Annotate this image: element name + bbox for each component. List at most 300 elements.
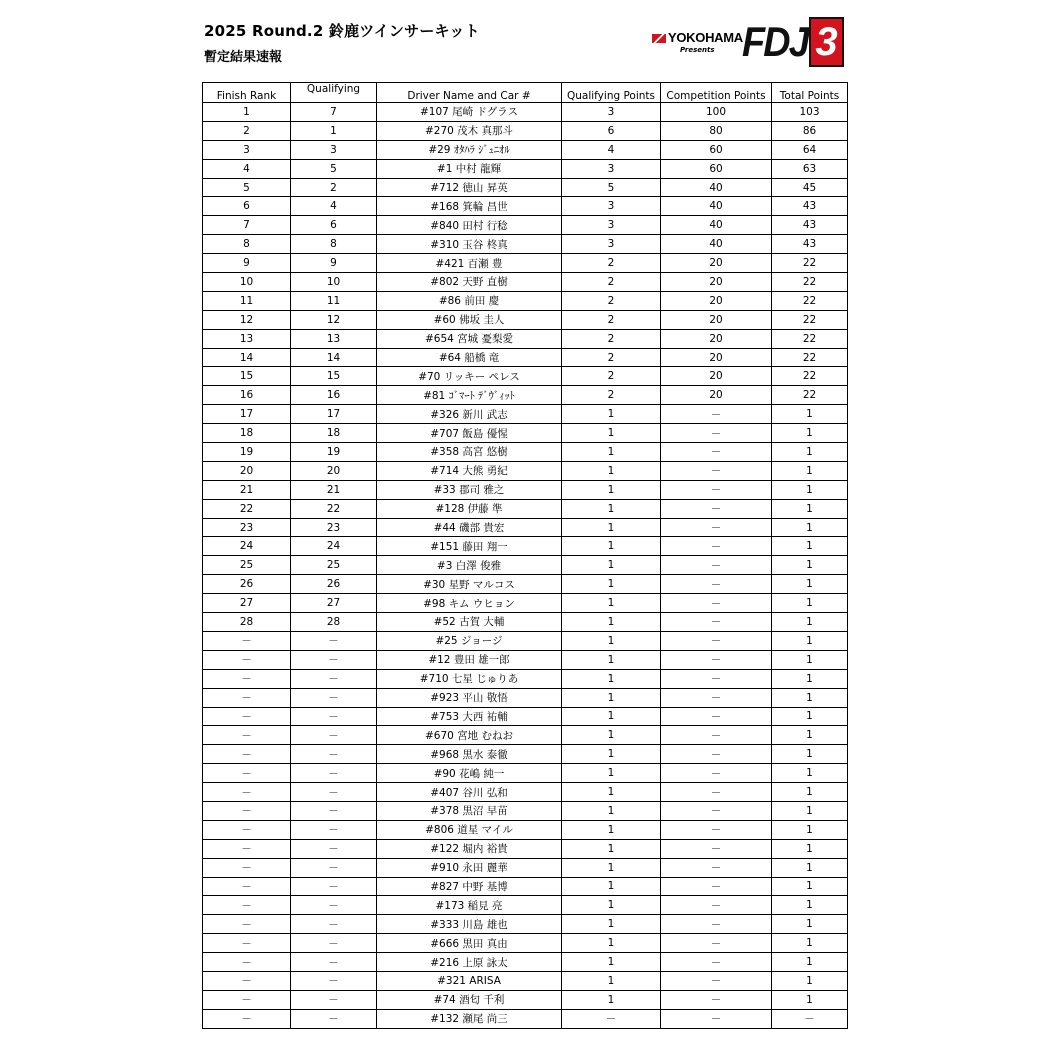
driver-cell: #132 瀬尾 尚三 [377,1009,562,1028]
qualifying-points-cell: 1 [562,877,661,896]
total-points-cell: 43 [772,216,848,235]
driver-cell: #654 宮城 憂梨愛 [377,329,562,348]
driver-cell: #666 黒田 真由 [377,934,562,953]
fdj-logo [742,18,844,66]
total-points-cell: 1 [772,575,848,594]
qualifying-cell: － [291,726,377,745]
qualifying-points-cell: 1 [562,707,661,726]
total-points-cell: 1 [772,745,848,764]
finish-rank-cell: 10 [203,273,291,292]
qualifying-cell: － [291,877,377,896]
table-row [203,405,848,424]
finish-rank-cell: 11 [203,291,291,310]
qualifying-cell: 10 [291,273,377,292]
driver-cell: #802 天野 直樹 [377,273,562,292]
total-points-cell: 1 [772,613,848,632]
qualifying-points-cell: 3 [562,103,661,122]
table-row [203,971,848,990]
finish-rank-cell: － [203,971,291,990]
qualifying-cell: 11 [291,291,377,310]
finish-rank-cell: 21 [203,480,291,499]
qualifying-cell: － [291,688,377,707]
driver-cell: #30 星野 マルコス [377,575,562,594]
logo-area [650,18,842,70]
qualifying-cell: 19 [291,443,377,462]
table-row [203,386,848,405]
finish-rank-cell: 1 [203,103,291,122]
finish-rank-cell: － [203,858,291,877]
qualifying-cell: 22 [291,499,377,518]
competition-points-cell: － [661,839,772,858]
finish-rank-cell: 7 [203,216,291,235]
total-points-cell: 1 [772,461,848,480]
total-points-cell: 1 [772,405,848,424]
table-row [203,820,848,839]
driver-cell: #358 高宮 悠樹 [377,443,562,462]
total-points-cell: 1 [772,594,848,613]
qualifying-cell: 6 [291,216,377,235]
driver-cell: #107 尾崎 ドグラス [377,103,562,122]
competition-points-cell: 40 [661,216,772,235]
competition-points-cell: － [661,424,772,443]
driver-cell: #151 藤田 翔一 [377,537,562,556]
finish-rank-cell: － [203,1009,291,1028]
finish-rank-cell: － [203,934,291,953]
driver-cell: #33 郡司 雅之 [377,480,562,499]
qualifying-points-cell: 1 [562,518,661,537]
total-points-cell: 1 [772,915,848,934]
qualifying-cell: － [291,745,377,764]
qualifying-cell: － [291,764,377,783]
table-row [203,216,848,235]
table-row [203,291,848,310]
qualifying-points-cell: 2 [562,310,661,329]
competition-points-cell: － [661,594,772,613]
competition-points-cell: － [661,613,772,632]
table-row [203,915,848,934]
finish-rank-cell: 12 [203,310,291,329]
table-row [203,953,848,972]
total-points-cell: 64 [772,140,848,159]
qualifying-cell: － [291,820,377,839]
table-row [203,329,848,348]
qualifying-cell: 23 [291,518,377,537]
table-row [203,461,848,480]
total-points-cell: 43 [772,197,848,216]
qualifying-cell: － [291,1009,377,1028]
competition-points-cell: 20 [661,348,772,367]
yokohama-logo [652,30,743,45]
driver-cell: #333 川島 雄也 [377,915,562,934]
finish-rank-cell: 8 [203,235,291,254]
qualifying-cell: － [291,934,377,953]
total-points-cell: 1 [772,707,848,726]
table-row [203,518,848,537]
finish-rank-cell: 15 [203,367,291,386]
finish-rank-cell: 26 [203,575,291,594]
table-row [203,254,848,273]
competition-points-cell: － [661,783,772,802]
driver-cell: #64 船橋 竜 [377,348,562,367]
qualifying-cell: 17 [291,405,377,424]
table-row [203,424,848,443]
total-points-cell: 1 [772,839,848,858]
qualifying-points-cell: 1 [562,424,661,443]
table-row [203,688,848,707]
driver-cell: #421 百瀬 豊 [377,254,562,273]
qualifying-points-cell: 1 [562,934,661,953]
driver-cell: #29 ｵﾀﾊﾗ ｼﾞｭﾆｵﾙ [377,140,562,159]
table-row [203,367,848,386]
qualifying-points-cell: 3 [562,216,661,235]
driver-cell: #840 田村 行稔 [377,216,562,235]
total-points-cell: 1 [772,537,848,556]
competition-points-cell: － [661,953,772,972]
qualifying-points-cell: － [562,1009,661,1028]
col-driver: Driver Name and Car # [377,83,562,103]
total-points-cell: 1 [772,518,848,537]
table-row [203,480,848,499]
qualifying-points-cell: 1 [562,537,661,556]
total-points-cell: 1 [772,801,848,820]
qualifying-cell: 13 [291,329,377,348]
competition-points-cell: － [661,1009,772,1028]
qualifying-cell: 18 [291,424,377,443]
qualifying-points-cell: 1 [562,801,661,820]
driver-cell: #60 佛坂 圭人 [377,310,562,329]
driver-cell: #90 花嶋 純一 [377,764,562,783]
qualifying-cell: － [291,839,377,858]
qualifying-points-cell: 1 [562,594,661,613]
table-row [203,235,848,254]
qualifying-cell: － [291,650,377,669]
finish-rank-cell: － [203,764,291,783]
competition-points-cell: 20 [661,367,772,386]
qualifying-points-cell: 2 [562,254,661,273]
finish-rank-cell: 5 [203,178,291,197]
total-points-cell: 1 [772,480,848,499]
total-points-cell: 22 [772,329,848,348]
qualifying-points-cell: 1 [562,990,661,1009]
competition-points-cell: － [661,631,772,650]
total-points-cell: 43 [772,235,848,254]
qualifying-cell: 1 [291,121,377,140]
total-points-cell: 1 [772,499,848,518]
competition-points-cell: 20 [661,254,772,273]
qualifying-points-cell: 6 [562,121,661,140]
total-points-cell: 1 [772,990,848,1009]
qualifying-cell: 24 [291,537,377,556]
qualifying-points-cell: 1 [562,971,661,990]
table-row [203,348,848,367]
total-points-cell: 103 [772,103,848,122]
table-row [203,858,848,877]
competition-points-cell: 20 [661,386,772,405]
table-row [203,159,848,178]
table-row [203,140,848,159]
qualifying-points-cell: 1 [562,499,661,518]
qualifying-points-cell: 2 [562,273,661,292]
total-points-cell: 1 [772,783,848,802]
total-points-cell: 22 [772,310,848,329]
driver-cell: #270 茂木 真那斗 [377,121,562,140]
page-subtitle: 暫定結果速報 [204,50,283,65]
competition-points-cell: 20 [661,273,772,292]
finish-rank-cell: － [203,669,291,688]
driver-cell: #128 伊藤 準 [377,499,562,518]
table-row [203,575,848,594]
finish-rank-cell: 24 [203,537,291,556]
presents-label: Presents [680,46,715,54]
driver-cell: #12 豊田 雄一郎 [377,650,562,669]
driver-cell: #310 玉谷 柊真 [377,235,562,254]
driver-cell: #712 徳山 昇英 [377,178,562,197]
qualifying-points-cell: 1 [562,650,661,669]
competition-points-cell: － [661,575,772,594]
qualifying-cell: － [291,990,377,1009]
total-points-cell: 1 [772,669,848,688]
driver-cell: #923 平山 敬悟 [377,688,562,707]
total-points-cell: 1 [772,764,848,783]
table-row [203,801,848,820]
qualifying-points-cell: 1 [562,556,661,575]
table-row [203,764,848,783]
total-points-cell: 22 [772,386,848,405]
qualifying-cell: 3 [291,140,377,159]
total-points-cell: 1 [772,820,848,839]
competition-points-cell: 40 [661,235,772,254]
finish-rank-cell: － [203,745,291,764]
qualifying-points-cell: 1 [562,858,661,877]
qualifying-cell: 14 [291,348,377,367]
competition-points-cell: － [661,915,772,934]
table-row [203,443,848,462]
driver-cell: #968 黒水 泰徹 [377,745,562,764]
total-points-cell: 1 [772,858,848,877]
finish-rank-cell: 22 [203,499,291,518]
total-points-cell: 1 [772,631,848,650]
finish-rank-cell: － [203,783,291,802]
total-points-cell: 1 [772,896,848,915]
competition-points-cell: － [661,990,772,1009]
total-points-cell: － [772,1009,848,1028]
competition-points-cell: － [661,650,772,669]
competition-points-cell: 100 [661,103,772,122]
competition-points-cell: 40 [661,178,772,197]
finish-rank-cell: 6 [203,197,291,216]
finish-rank-cell: 23 [203,518,291,537]
qualifying-cell: 28 [291,613,377,632]
table-row [203,707,848,726]
qualifying-points-cell: 1 [562,839,661,858]
driver-cell: #74 酒匂 千利 [377,990,562,1009]
driver-cell: #710 七星 じゅりあ [377,669,562,688]
qualifying-points-cell: 5 [562,178,661,197]
competition-points-cell: － [661,745,772,764]
table-row [203,896,848,915]
total-points-cell: 1 [772,556,848,575]
qualifying-points-cell: 2 [562,348,661,367]
results-table [202,82,848,1029]
driver-cell: #98 キム ウヒョン [377,594,562,613]
yokohama-mark-icon [652,34,666,43]
qualifying-points-cell: 3 [562,235,661,254]
table-row [203,499,848,518]
qualifying-cell: 20 [291,461,377,480]
qualifying-points-cell: 3 [562,159,661,178]
driver-cell: #70 リッキー ペレス [377,367,562,386]
driver-cell: #81 ｺﾞﾏｰﾄ ﾃﾞｳﾞｨｯﾄ [377,386,562,405]
driver-cell: #173 稲見 亮 [377,896,562,915]
qualifying-cell: － [291,669,377,688]
qualifying-cell: 4 [291,197,377,216]
total-points-cell: 1 [772,953,848,972]
qualifying-cell: － [291,896,377,915]
total-points-cell: 1 [772,877,848,896]
qualifying-cell: － [291,858,377,877]
total-points-cell: 1 [772,726,848,745]
total-points-cell: 1 [772,424,848,443]
qualifying-cell: 12 [291,310,377,329]
qualifying-cell: 21 [291,480,377,499]
driver-cell: #670 宮地 むねお [377,726,562,745]
finish-rank-cell: 14 [203,348,291,367]
total-points-cell: 1 [772,971,848,990]
table-row [203,103,848,122]
qualifying-cell: 27 [291,594,377,613]
qualifying-cell: － [291,631,377,650]
driver-cell: #827 中野 基博 [377,877,562,896]
finish-rank-cell: 16 [203,386,291,405]
qualifying-points-cell: 1 [562,764,661,783]
driver-cell: #25 ジョージ [377,631,562,650]
table-row [203,556,848,575]
qualifying-points-cell: 1 [562,745,661,764]
qualifying-points-cell: 2 [562,367,661,386]
qualifying-cell: － [291,971,377,990]
competition-points-cell: － [661,707,772,726]
driver-cell: #3 白澤 俊雅 [377,556,562,575]
table-row [203,631,848,650]
finish-rank-cell: － [203,896,291,915]
col-finish-rank: Finish Rank [203,83,291,103]
qualifying-points-cell: 2 [562,386,661,405]
competition-points-cell: － [661,556,772,575]
finish-rank-cell: － [203,801,291,820]
finish-rank-cell: 4 [203,159,291,178]
table-row [203,726,848,745]
competition-points-cell: － [661,688,772,707]
finish-rank-cell: 25 [203,556,291,575]
driver-cell: #806 道星 マイル [377,820,562,839]
finish-rank-cell: 18 [203,424,291,443]
qualifying-cell: 7 [291,103,377,122]
qualifying-points-cell: 1 [562,915,661,934]
total-points-cell: 22 [772,291,848,310]
qualifying-points-cell: 1 [562,896,661,915]
qualifying-points-cell: 1 [562,480,661,499]
driver-cell: #910 永田 麗華 [377,858,562,877]
qualifying-cell: 2 [291,178,377,197]
table-row [203,877,848,896]
finish-rank-cell: － [203,650,291,669]
total-points-cell: 22 [772,367,848,386]
table-row [203,273,848,292]
qualifying-points-cell: 2 [562,291,661,310]
total-points-cell: 22 [772,348,848,367]
driver-cell: #1 中村 龍輝 [377,159,562,178]
col-competition-points: Competition Points [661,83,772,103]
table-row [203,537,848,556]
qualifying-cell: 16 [291,386,377,405]
col-total-points: Total Points [772,83,848,103]
qualifying-points-cell: 4 [562,140,661,159]
finish-rank-cell: 27 [203,594,291,613]
driver-cell: #326 新川 武志 [377,405,562,424]
series-number: 3 [809,17,843,67]
finish-rank-cell: － [203,953,291,972]
finish-rank-cell: 19 [203,443,291,462]
table-header-row [203,83,848,103]
table-row [203,613,848,632]
finish-rank-cell: － [203,688,291,707]
table-row [203,650,848,669]
finish-rank-cell: 2 [203,121,291,140]
finish-rank-cell: 3 [203,140,291,159]
finish-rank-cell: 9 [203,254,291,273]
competition-points-cell: － [661,405,772,424]
qualifying-cell: 9 [291,254,377,273]
qualifying-cell: － [291,707,377,726]
table-row [203,1009,848,1028]
table-row [203,934,848,953]
competition-points-cell: 20 [661,310,772,329]
qualifying-cell: － [291,915,377,934]
competition-points-cell: 20 [661,329,772,348]
competition-points-cell: 80 [661,121,772,140]
qualifying-points-cell: 1 [562,613,661,632]
qualifying-cell: 5 [291,159,377,178]
competition-points-cell: － [661,518,772,537]
competition-points-cell: 60 [661,140,772,159]
driver-cell: #44 磯部 貴宏 [377,518,562,537]
finish-rank-cell: － [203,839,291,858]
col-qualifying: Qualifying [291,83,377,103]
competition-points-cell: － [661,461,772,480]
qualifying-points-cell: 1 [562,953,661,972]
sponsor-name: YOKOHAMA [668,30,743,45]
finish-rank-cell: － [203,726,291,745]
qualifying-points-cell: 1 [562,575,661,594]
driver-cell: #122 堀内 裕貴 [377,839,562,858]
total-points-cell: 1 [772,443,848,462]
table-row [203,310,848,329]
driver-cell: #378 黒沼 早苗 [377,801,562,820]
table-row [203,178,848,197]
competition-points-cell: 20 [661,291,772,310]
competition-points-cell: － [661,820,772,839]
driver-cell: #52 古賀 大輔 [377,613,562,632]
total-points-cell: 1 [772,688,848,707]
qualifying-points-cell: 1 [562,443,661,462]
qualifying-points-cell: 1 [562,631,661,650]
driver-cell: #86 前田 慶 [377,291,562,310]
qualifying-points-cell: 1 [562,783,661,802]
total-points-cell: 1 [772,934,848,953]
driver-cell: #168 箕輪 昌世 [377,197,562,216]
qualifying-points-cell: 1 [562,726,661,745]
driver-cell: #753 大西 祐輔 [377,707,562,726]
